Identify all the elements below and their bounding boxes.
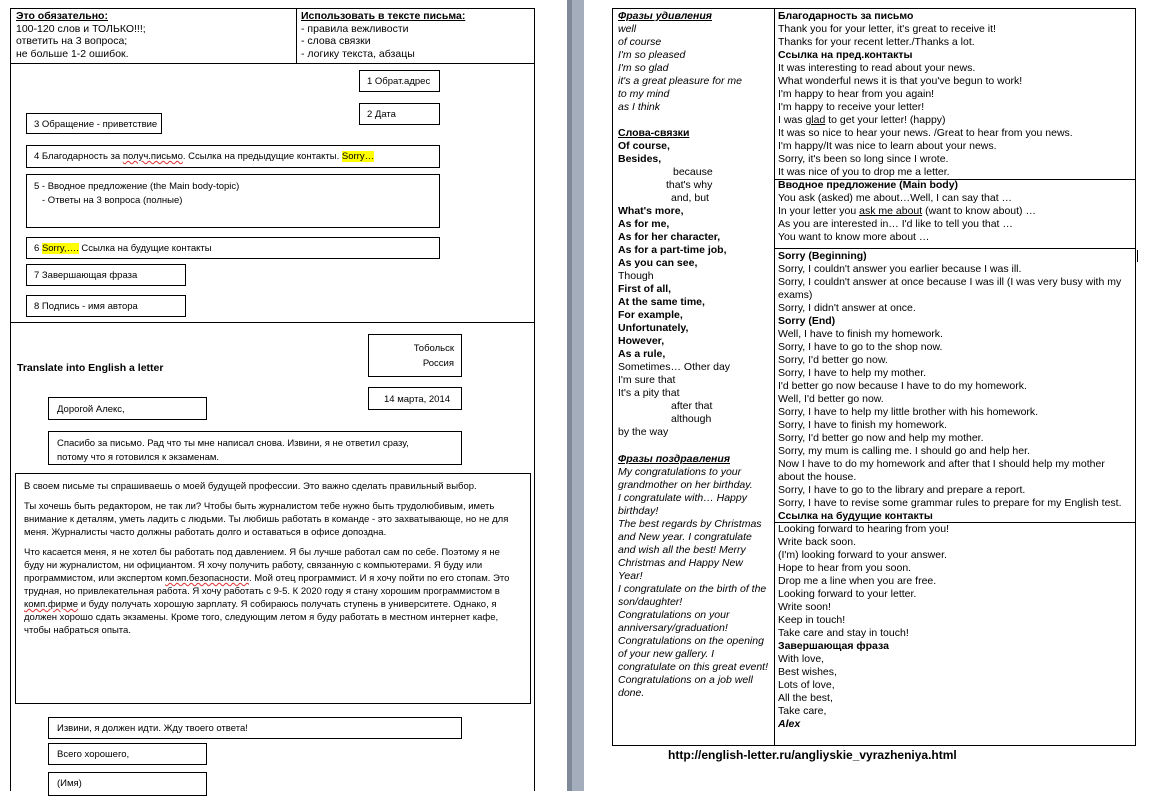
- requirements-title: Это обязательно:: [16, 10, 108, 22]
- text-cursor: [1137, 250, 1138, 262]
- closing-box: [48, 717, 462, 739]
- requirement-line: 100-120 слов и ТОЛЬКО!!!;: [16, 22, 146, 35]
- divider-h-2: [10, 322, 535, 323]
- phrase-line: Lots of love,: [778, 679, 835, 691]
- congrats-item: Congratulations on your anniversary/graduation!: [618, 609, 730, 634]
- divider-h-1: [10, 63, 535, 64]
- structure-sorry: [26, 237, 440, 259]
- phrase-line: Drop me a line when you are free.: [778, 575, 937, 587]
- surprise-item: I'm so glad: [618, 62, 669, 74]
- phrase-line: Well, I'd better go now.: [778, 393, 884, 405]
- linker-item: Of course,: [618, 140, 670, 152]
- congrats-item: The best regards by Christmas and New year. I congratulate and wish all the best! Merry Christmas and Happy New Year!: [618, 518, 762, 582]
- phrase-line: I'm happy to hear from you again!: [778, 88, 935, 100]
- phrase-line: Sorry, I'd better go now and help my mother.: [778, 432, 984, 444]
- congrats-item: I congratulate on the birth of the son/daughter!: [618, 583, 767, 608]
- divider-v-reqs: [296, 8, 297, 64]
- linker-item: and, but: [671, 192, 709, 204]
- use-line: - логику текста, абзацы: [301, 47, 415, 60]
- name-box: [48, 772, 207, 796]
- reference-title: Ссылка на пред.контакты: [778, 49, 913, 61]
- date-label: 2 Дата: [367, 109, 396, 120]
- phrase-line: Well, I have to finish my homework.: [778, 328, 943, 340]
- body-text-misspelled: комп.безопасности: [165, 573, 249, 584]
- address-label: 1 Обрат.адрес: [367, 76, 431, 87]
- thanks-line: потому что я готовился к экзаменам.: [57, 452, 220, 463]
- phrases-right-column: [778, 10, 1132, 731]
- linker-item: although: [671, 413, 712, 425]
- phrase-line: I'm happy to receive your letter!: [778, 101, 925, 113]
- future-contacts-label: Ссылка на будущие контакты: [78, 243, 212, 254]
- greeting-label: 3 Обращение - приветствие: [34, 119, 158, 130]
- phrase-line: Sorry, I didn't answer at once.: [778, 302, 916, 314]
- phrase-line: With love,: [778, 653, 825, 665]
- congrats-item: My congratulations to your grandmother on her birthday.: [618, 466, 753, 491]
- intro-title: Вводное предложение (Main body): [778, 179, 959, 191]
- linker-item: by the way: [618, 426, 669, 438]
- signature-label: 8 Подпись - имя автора: [34, 301, 138, 312]
- letter-date: 14 марта, 2014: [384, 394, 451, 405]
- congrats-item: I congratulate with… Happy birthday!: [618, 492, 747, 517]
- phrase-line: Sorry, I have to go to the library and prepare a report.: [778, 484, 1026, 496]
- structure-date: [359, 103, 440, 125]
- phrase-line: Now I have to do my homework and after that I should help my mother about the house.: [778, 458, 1105, 483]
- phrase-line: Sorry, I have to finish my homework.: [778, 419, 948, 431]
- phrase-line: Sorry, it's been so long since I wrote.: [778, 153, 949, 165]
- phrase-line: Sorry, I have to revise some grammar rules to prepare for my English test.: [778, 497, 1122, 509]
- phrase-line: Sorry, my mum is calling me. I should go and help her.: [778, 445, 1030, 457]
- body-text: и буду получать хорошую зарплату. Я собираюсь получать ступень в университете. Однако, я должен хорошо сдать экзамены. Кроме того, следующим летом я буду работать в местном интернет кафе, чтобы набраться опыта.: [24, 599, 499, 636]
- sorry-highlight-2: Sorry,….: [41, 243, 79, 254]
- linker-item: However,: [618, 335, 665, 347]
- author-name: Alex: [778, 718, 801, 730]
- phrase-line: Thank you for your letter, it's great to receive it!: [778, 23, 996, 35]
- phrase-line: I'm happy/It was nice to learn about your news.: [778, 140, 997, 152]
- future-title: Ссылка на будущие контакты: [778, 510, 933, 522]
- phrase-line: Keep in touch!: [778, 614, 846, 626]
- structure-address: [359, 70, 440, 92]
- gutter: [572, 0, 584, 791]
- phrase-line: Sorry, I have to help my little brother with his homework.: [778, 406, 1039, 418]
- intro-label: 5 - Вводное предложение (the Main body-topic): [34, 181, 240, 192]
- phrase-underlined: ask me about: [859, 205, 923, 217]
- sorry-highlight: Sorry…: [341, 151, 375, 162]
- answers-label: - Ответы на 3 вопроса (полные): [42, 195, 183, 206]
- sorry-num: 6: [34, 243, 42, 254]
- phrase-line: It was so nice to hear your news. /Great to hear from you news.: [778, 127, 1073, 139]
- sorry-begin-title: Sorry (Beginning): [778, 250, 867, 262]
- structure-thanks: [26, 145, 440, 168]
- surprise-item: it's a great pleasure for me: [618, 75, 742, 87]
- thanks-word: получ.письмо: [122, 151, 183, 162]
- linker-item: Sometimes… Other day: [618, 361, 731, 373]
- final-title: Завершающая фраза: [778, 640, 889, 652]
- body-paragraph: Ты хочешь быть редактором, не так ли? Чтобы быть журналистом тебе нужно быть трудолюбивым, иметь внимание к деталям, уметь ладить с людьми. Ты любишь работать в команде - это захватывающе, но не для меня. Журналисты часто должны работать долго и оставаться в офисе допоздна.: [24, 501, 509, 538]
- phrase-line: Hope to hear from you soon.: [778, 562, 912, 574]
- linker-item: after that: [671, 400, 713, 412]
- phrase-line: Best wishes,: [778, 666, 837, 678]
- phrase-line: Looking forward to hearing from you!: [778, 523, 950, 535]
- linker-item: As for me,: [618, 218, 670, 230]
- phrase-line: Sorry, I'd better go now.: [778, 354, 888, 366]
- structure-closing: [26, 264, 186, 286]
- surprise-item: well: [618, 23, 637, 35]
- phrase-line: You ask (asked) me about…Well, I can say that …: [778, 192, 1013, 204]
- phrase-line: All the best,: [778, 692, 833, 704]
- phrase-line: As you are interested in… I'd like to tell you that …: [778, 218, 1013, 230]
- phrase-line: [778, 205, 1132, 218]
- body-paragraph: [24, 546, 520, 637]
- phrase-line: Sorry, I couldn't answer at once because I was ill (I was very busy with my exams): [778, 276, 1122, 301]
- phrase-underlined: glad: [805, 114, 826, 126]
- phrase-text: In your letter you: [778, 205, 860, 217]
- linkers-title: Слова-связки: [618, 127, 690, 139]
- body-text-misspelled: комп.фирме: [24, 599, 79, 610]
- phrase-line: I'd better go now because I have to do my homework.: [778, 380, 1027, 392]
- linker-item: As you can see,: [618, 257, 698, 269]
- phrase-line: (I'm) looking forward to your answer.: [778, 549, 947, 561]
- surprise-title: Фразы удивления: [618, 10, 712, 22]
- congrats-item: Congratulations on a job well done.: [618, 674, 753, 699]
- linker-item: Besides,: [618, 153, 662, 165]
- thanks-section-title: Благодарность за письмо: [778, 10, 914, 22]
- linker-item: Unfortunately,: [618, 322, 689, 334]
- phrase-line: Take care,: [778, 705, 827, 717]
- phrase-line: Sorry, I couldn't answer you earlier because I was ill.: [778, 263, 1022, 275]
- linker-item: For example,: [618, 309, 683, 321]
- structure-signature: [26, 295, 186, 317]
- requirements-left: [16, 10, 146, 60]
- linker-item: As for a part-time job,: [618, 244, 727, 256]
- address-box: [368, 334, 462, 377]
- letter-greeting: Дорогой Алекс,: [57, 404, 125, 415]
- page-left: [0, 0, 567, 791]
- signoff-box: [48, 743, 207, 765]
- letter-name: (Имя): [57, 778, 82, 789]
- linker-item: because: [673, 166, 713, 178]
- greeting-box: [48, 397, 207, 420]
- letter-body-box: [15, 473, 531, 704]
- date-box: [368, 387, 462, 410]
- requirement-line: не больше 1-2 ошибок.: [16, 47, 129, 60]
- use-line: - слова связки: [301, 35, 371, 47]
- phrase-line: What wonderful news it is that you've begun to work!: [778, 75, 1023, 87]
- letter-signoff: Всего хорошего,: [57, 749, 130, 760]
- thanks-label: 4 Благодарность за: [34, 151, 123, 162]
- source-url[interactable]: http://english-letter.ru/angliyskie_vyrazheniya.html: [668, 748, 957, 762]
- surprise-item: as I think: [618, 101, 661, 113]
- linker-item: that's why: [666, 179, 713, 191]
- phrase-line: Write back soon.: [778, 536, 857, 548]
- phrase-text: to get your letter! (happy): [825, 114, 946, 126]
- phrase-line: Take care and stay in touch!: [778, 627, 909, 639]
- phrase-line: [778, 114, 1132, 127]
- phrase-text: (want to know about) …: [922, 205, 1036, 217]
- congrats-item: Congratulations on the opening of your new gallery. I congratulate on this great event!: [618, 635, 769, 673]
- requirements-right: [301, 10, 465, 60]
- congrats-title: Фразы поздравления: [618, 453, 730, 465]
- linker-item: Though: [618, 270, 654, 282]
- phrase-line: It was nice of you to drop me a letter.: [778, 166, 950, 178]
- structure-intro: [26, 174, 440, 228]
- closing-label: 7 Завершающая фраза: [34, 270, 138, 281]
- use-in-letter-title: Использовать в тексте письма:: [301, 10, 466, 22]
- linker-item: I'm sure that: [618, 374, 676, 386]
- thanks-line: Спасибо за письмо. Рад что ты мне написал снова. Извини, я не ответил сразу,: [57, 438, 409, 449]
- surprise-item: of course: [618, 36, 662, 48]
- phrase-line: Looking forward to your letter.: [778, 588, 917, 600]
- linker-item: At the same time,: [618, 296, 705, 308]
- body-paragraph: В своем письме ты спрашиваешь о моей будущей профессии. Это важно сделать правильный выбор.: [24, 481, 477, 492]
- thanks-mid: . Ссылка на предыдущие контакты.: [182, 151, 342, 162]
- city: Тобольск: [413, 343, 454, 354]
- country: Россия: [422, 358, 454, 369]
- phrase-line: Sorry, I have to help my mother.: [778, 367, 927, 379]
- linker-item: It's a pity that: [618, 387, 680, 399]
- linker-item: As for her character,: [618, 231, 721, 243]
- table-col-divider: [774, 8, 775, 746]
- phrase-line: Sorry, I have to go to the shop now.: [778, 341, 943, 353]
- phrases-left-column: [618, 10, 770, 700]
- body-text: . Мой отец программист. И я хочу пойти по его стопам. Это трудная, но привлекательная работа. Я хочу работать с 9-5. К 2020 году я стану хорошим программистом в: [24, 573, 510, 597]
- thanks-box: [48, 431, 462, 465]
- phrase-line: Thanks for your recent letter./Thanks a lot.: [778, 36, 975, 48]
- phrase-text: I was: [778, 114, 806, 126]
- use-line: - правила вежливости: [301, 22, 409, 35]
- phrase-line: Write soon!: [778, 601, 831, 613]
- translate-heading: Translate into English a letter: [17, 362, 164, 374]
- requirement-line: ответить на 3 вопроса;: [16, 35, 128, 47]
- linker-item: First of all,: [618, 283, 672, 295]
- surprise-item: I'm so pleased: [618, 49, 686, 61]
- linker-item: What's more,: [618, 205, 684, 217]
- structure-greeting: [26, 113, 162, 134]
- linker-item: As a rule,: [618, 348, 666, 360]
- sorry-end-title: Sorry (End): [778, 315, 836, 327]
- phrase-line: You want to know more about …: [778, 231, 930, 243]
- letter-closing: Извини, я должен идти. Жду твоего ответа!: [57, 723, 248, 734]
- body-text: Что касается меня, я не хотел бы работать под давлением. Я бы лучше работал сам по себе. Поэтому я не буду ни журналистом, ни официантом. Я хочу получить работу, связанную с компьютерами. Я буду или программистом, или экспертом: [24, 547, 500, 584]
- surprise-item: to my mind: [618, 88, 670, 100]
- phrase-line: It was interesting to read about your news.: [778, 62, 976, 74]
